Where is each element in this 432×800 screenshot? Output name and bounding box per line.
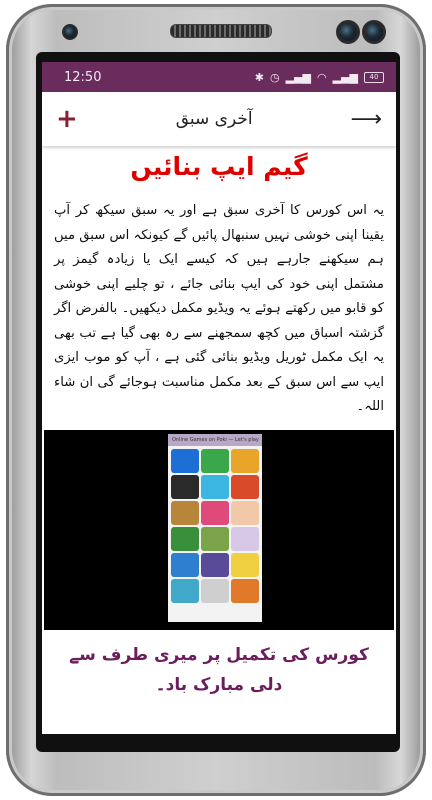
video-screen-header: Online Games on Poki — Let's play <box>168 434 262 446</box>
front-camera-icon <box>362 20 386 44</box>
add-icon[interactable]: + <box>56 104 78 134</box>
phone-frame <box>6 4 426 796</box>
battery-level: 40 <box>369 72 379 81</box>
game-tile <box>201 553 229 577</box>
signal-icon: ▂▄▆ <box>332 70 358 84</box>
lesson-body: یہ اس کورس کا آخری سبق ہے اور یہ سبق سیکھ کر آپ یقینا اپنی خوشی نہیں سنبھال پائیں گے کیونکہ اس سبق میں ہم سیکھنے جارہے ہیں کہ کیسے ایک یا زیادہ گیمز پر مشتمل اپنی خود کی ایپ بنائی جائے ، تو چلیے اپنی خوشی کو قابو میں رکھتے ہوئے یہ ویڈیو مکمل دیکھیں۔ بالفرض اگر گزشتہ اسباق میں کچھ سمجھنے سے رہ بھی گیا ہے تب بھی یہ ایک مکمل ٹوریل ویڈیو بنائی گئی ہے ، آپ کو موب ایزی ایپ سے اس سبق کے بعد مکمل مناسبت ہوجائے گی ان شاء اللہ۔ <box>54 203 384 414</box>
game-tile <box>231 527 259 551</box>
front-camera-icon <box>336 20 360 44</box>
alarm-icon: ◷ <box>270 70 280 84</box>
sensor-dot <box>62 24 78 40</box>
game-tile <box>171 449 199 473</box>
app-screen <box>42 62 396 734</box>
lesson-content <box>42 152 396 700</box>
lesson-title: گیم ایپ بنائیں <box>130 152 308 181</box>
game-tiles-grid <box>168 446 262 606</box>
game-tile <box>231 553 259 577</box>
status-time: 12:50 <box>64 69 102 85</box>
game-tile <box>231 579 259 603</box>
game-tile <box>171 553 199 577</box>
video-thumbnail <box>168 434 262 622</box>
battery-icon <box>364 72 384 83</box>
game-tile <box>201 501 229 525</box>
game-tile <box>201 527 229 551</box>
game-tile <box>231 475 259 499</box>
game-tile <box>231 449 259 473</box>
status-icons <box>255 71 384 84</box>
back-arrow-icon[interactable]: ⟶ <box>350 106 382 132</box>
vibrate-icon: ✱ <box>254 70 264 84</box>
status-bar <box>42 62 396 92</box>
video-player[interactable] <box>44 430 394 630</box>
page-title: آخری سبق <box>175 109 253 129</box>
game-tile <box>171 501 199 525</box>
game-tile <box>201 579 229 603</box>
game-tile <box>231 501 259 525</box>
signal-icon: ▂▄▆ <box>285 70 311 84</box>
wifi-icon: ◠ <box>317 70 327 84</box>
speaker-grille <box>170 24 272 38</box>
game-tile <box>171 475 199 499</box>
game-tile <box>201 449 229 473</box>
game-tile <box>171 579 199 603</box>
app-bar <box>42 92 396 146</box>
game-tile <box>171 527 199 551</box>
congratulations-text: کورس کی تکمیل پر میری طرف سے دلی مبارک باد۔ <box>69 644 369 695</box>
game-tile <box>201 475 229 499</box>
